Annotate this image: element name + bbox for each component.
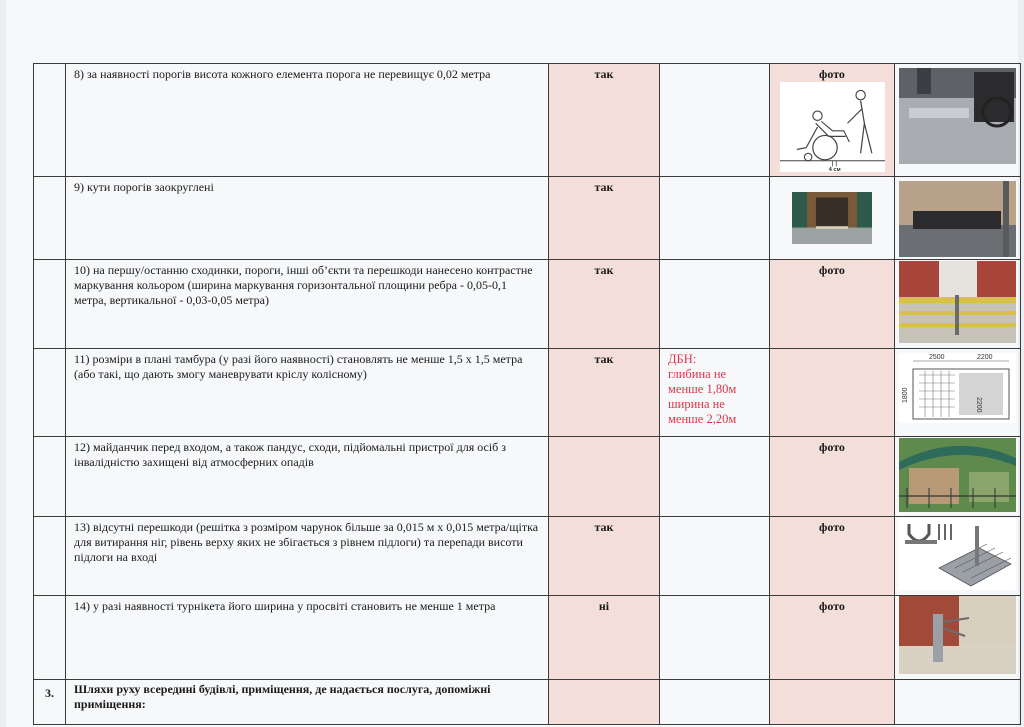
table-row bbox=[34, 349, 1021, 437]
contrast-marked-stairs-photo bbox=[899, 261, 1016, 343]
requirement-cell: 13) відсутні перешкоди (решітка з розміром чарунок більше за 0,015 м х 0,015 метра/щітка для витирання ніг, рівень верху яких не збігається з рівнем підлоги) та перепади висоти підлоги на вході bbox=[66, 517, 549, 596]
image-cell bbox=[895, 177, 1021, 260]
image-cell bbox=[895, 596, 1021, 680]
note-cell bbox=[660, 349, 770, 437]
rounded-threshold-photo bbox=[899, 181, 1016, 257]
photo-cell bbox=[770, 596, 895, 680]
photo-cell bbox=[770, 517, 895, 596]
table-row bbox=[34, 260, 1021, 349]
answer-cell: так bbox=[549, 177, 660, 260]
image-cell bbox=[895, 680, 1021, 725]
image-cell bbox=[895, 437, 1021, 517]
note-cell bbox=[660, 680, 770, 725]
photo-label: фото bbox=[819, 520, 845, 534]
note-cell bbox=[660, 260, 770, 349]
note-cell bbox=[660, 437, 770, 517]
image-cell bbox=[895, 260, 1021, 349]
row-number-cell bbox=[34, 437, 66, 517]
note-cell bbox=[660, 177, 770, 260]
photo-cell bbox=[770, 64, 895, 177]
row-number-cell bbox=[34, 64, 66, 177]
wheelchair-doorway-photo bbox=[899, 68, 1016, 164]
section-row bbox=[34, 680, 1021, 725]
answer-cell: так bbox=[549, 64, 660, 177]
section-number: 3. bbox=[34, 680, 66, 725]
sketch-dimension-label: 4 см bbox=[828, 167, 841, 172]
photo-cell bbox=[770, 349, 895, 437]
requirement-cell: 12) майданчик перед входом, а також пандус, сходи, підйомальні пристрої для осіб з інвалідністю захищені від атмосферних опадів bbox=[66, 437, 549, 517]
svg-text:1800: 1800 bbox=[902, 387, 909, 403]
photo-label: фото bbox=[819, 440, 845, 454]
photo-cell bbox=[770, 260, 895, 349]
requirement-cell: 11) розміри в плані тамбура (у разі його наявності) становлять не менше 1,5 х 1,5 метра (або такі, що дають змогу маневрувати кріслу колісному) bbox=[66, 349, 549, 437]
row-number-cell bbox=[34, 517, 66, 596]
table-row bbox=[34, 437, 1021, 517]
document-page bbox=[6, 0, 1018, 727]
photo-cell bbox=[770, 437, 895, 517]
covered-entrance-photo bbox=[899, 438, 1016, 512]
table-row bbox=[34, 177, 1021, 260]
dbn-note: ДБН: глибина не менше 1,80м ширина не менше 2,20м bbox=[668, 352, 737, 426]
requirement-cell: 14) у разі наявності турнікета його ширина у просвіті становить не менше 1 метра bbox=[66, 596, 549, 680]
answer-cell bbox=[549, 437, 660, 517]
requirement-cell: 9) кути порогів заокруглені bbox=[66, 177, 549, 260]
note-cell bbox=[660, 517, 770, 596]
accessibility-checklist-table bbox=[33, 63, 1021, 725]
note-cell bbox=[660, 64, 770, 177]
photo-label: фото bbox=[819, 599, 845, 613]
row-number-cell bbox=[34, 349, 66, 437]
svg-text:2200: 2200 bbox=[977, 354, 993, 361]
image-cell bbox=[895, 349, 1021, 437]
turnstile-photo bbox=[899, 596, 1016, 674]
floor-grate-drawing bbox=[899, 518, 1016, 590]
row-number-cell bbox=[34, 260, 66, 349]
answer-cell: так bbox=[549, 260, 660, 349]
photo-label: фото bbox=[819, 67, 845, 81]
svg-text:2500: 2500 bbox=[929, 354, 945, 361]
answer-cell: ні bbox=[549, 596, 660, 680]
answer-cell: так bbox=[549, 517, 660, 596]
wheelchair-threshold-sketch bbox=[780, 82, 885, 172]
svg-text:2200: 2200 bbox=[975, 397, 982, 413]
image-cell bbox=[895, 64, 1021, 177]
row-number-cell bbox=[34, 177, 66, 260]
photo-cell bbox=[770, 680, 895, 725]
image-cell bbox=[895, 517, 1021, 596]
vestibule-plan-drawing bbox=[899, 353, 1016, 423]
answer-cell bbox=[549, 680, 660, 725]
photo-label: фото bbox=[819, 263, 845, 277]
table-row bbox=[34, 64, 1021, 177]
row-number-cell bbox=[34, 596, 66, 680]
requirement-cell: 8) за наявності порогів висота кожного елемента порога не перевищує 0,02 метра bbox=[66, 64, 549, 177]
entrance-stairs-photo bbox=[792, 180, 872, 256]
note-cell bbox=[660, 596, 770, 680]
answer-cell: так bbox=[549, 349, 660, 437]
requirement-cell: 10) на першу/останню сходинки, пороги, інші об’єкти та перешкоди нанесено контрастне маркування кольором (ширина маркування горизонтальної площини ребра - 0,05-0,1 метра, вертикальної - 0,03-0,05 метра) bbox=[66, 260, 549, 349]
table-row bbox=[34, 596, 1021, 680]
photo-cell bbox=[770, 177, 895, 260]
section-title: Шляхи руху всередині будівлі, приміщення, де надається послуга, допоміжні приміщення: bbox=[66, 680, 549, 725]
table-row bbox=[34, 517, 1021, 596]
